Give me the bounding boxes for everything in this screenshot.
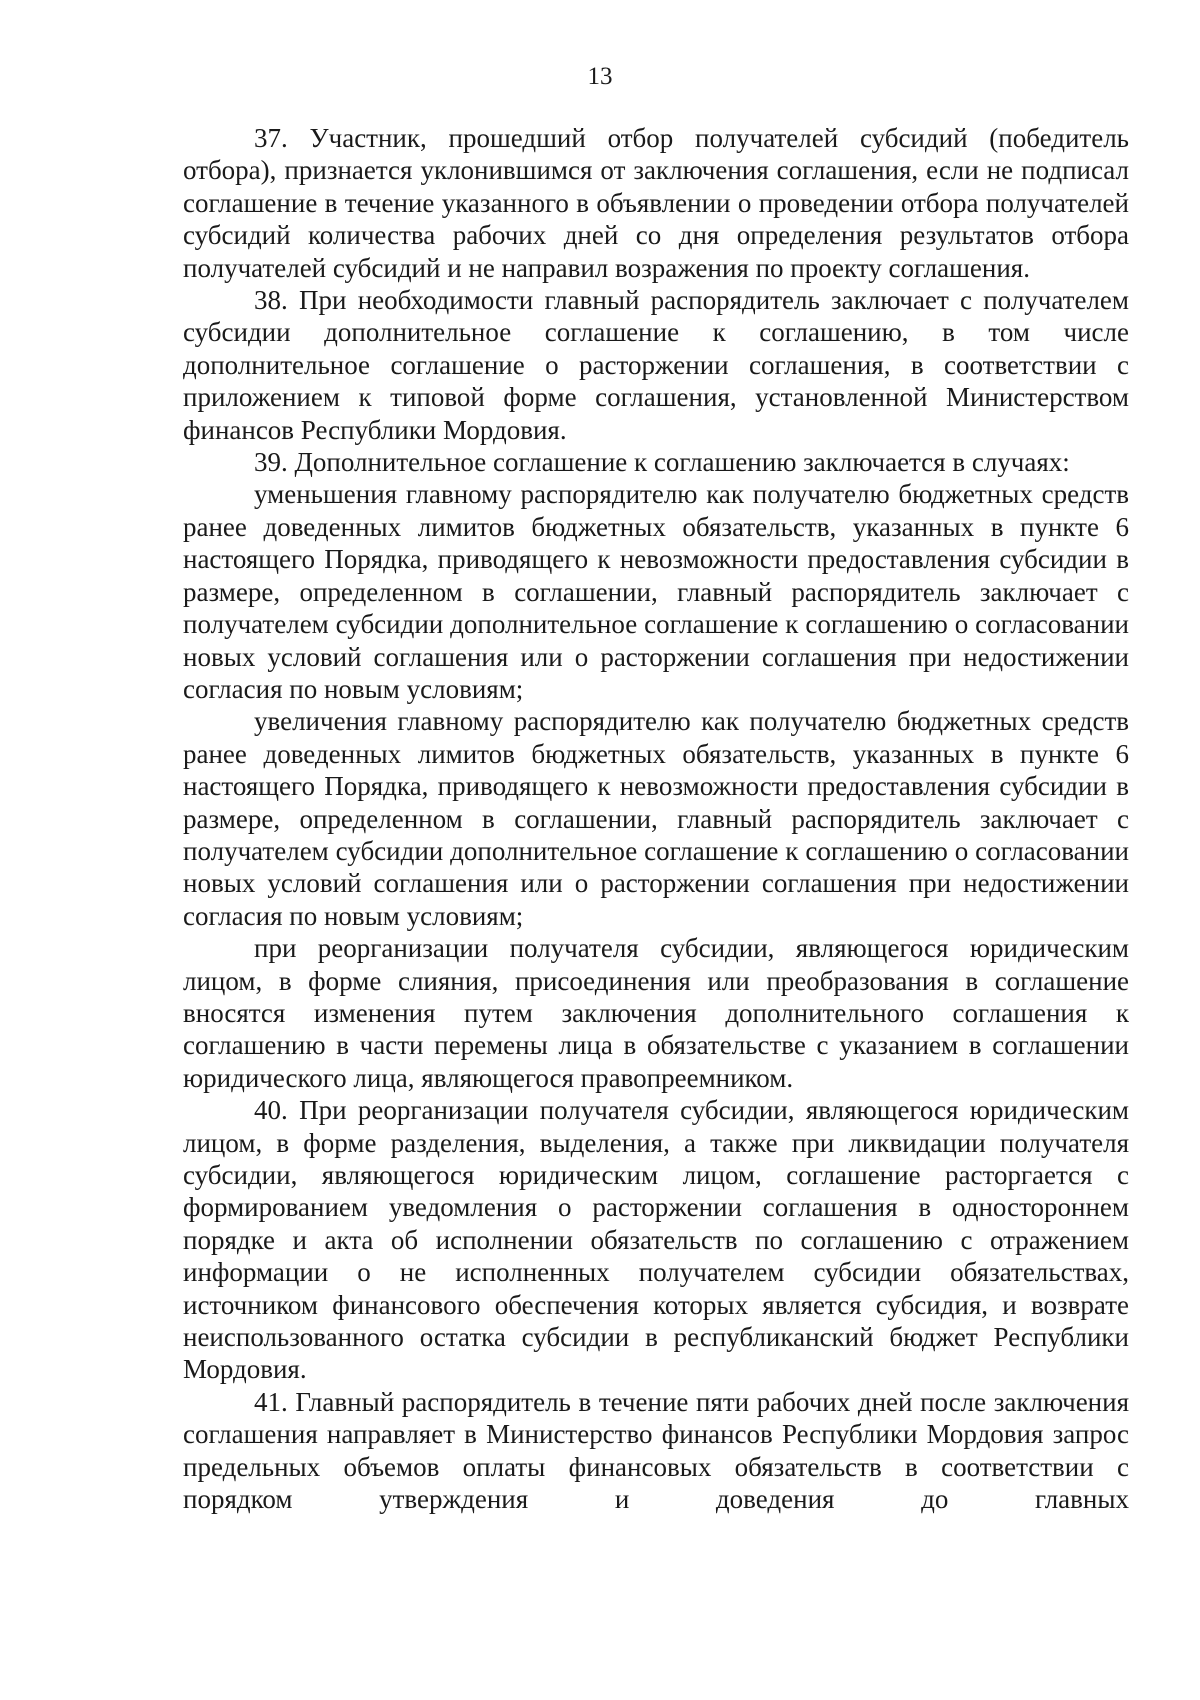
document-body [183,122,1129,1515]
paragraph-41: 41. Главный распорядитель в течение пяти рабочих дней после заключения соглашения направляет в Министерство финансов Республики Мордовия запрос предельных объемов оплаты финансовых обязательств в соответствии с порядком утверждения и доведения до главных [183,1386,1129,1515]
paragraph-38: 38. При необходимости главный распорядитель заключает с получателем субсидии дополнительное соглашение к соглашению, в том числе дополнительное соглашение о расторжении соглашения, в соответствии с приложением к типовой форме соглашения, установленной Министерством финансов Республики Мордовия. [183,285,1129,445]
page-number: 13 [587,63,613,90]
paragraph-39: 39. Дополнительное соглашение к соглашению заключается в случаях: [254,447,1070,478]
paragraph-37: 37. Участник, прошедший отбор получателей субсидий (победитель отбора), признается уклонившимся от заключения соглашения, если не подписал соглашение в течение указанного в объявлении о проведении отбора получателей субсидий количества рабочих дней со дня определения результатов отбора получателей субсидий и не направил возражения по проекту соглашения. [183,123,1129,283]
paragraph-40: 40. При реорганизации получателя субсидии, являющегося юридическим лицом, в форме разделения, выделения, а также при ликвидации получателя субсидии, являющегося юридическим лицом, соглашение расторгается с формированием уведомления о расторжении соглашения в одностороннем порядке и акта об исполнении обязательств по соглашению с отражением информации о не исполненных получателем субсидии обязательствах, источником финансового обеспечения которых является субсидия, и возврате неиспользованного остатка субсидии в республиканский бюджет Республики Мордовия. [183,1095,1129,1385]
paragraph-39-case-reorganization: при реорганизации получателя субсидии, являющегося юридическим лицом, в форме слияния, присоединения или преобразования в соглашение вносятся изменения путем заключения дополнительного соглашения к соглашению в части перемены лица в обязательстве с указанием в соглашении юридического лица, являющегося правопреемником. [183,933,1129,1093]
paragraph-39-case-increase: увеличения главному распорядителю как получателю бюджетных средств ранее доведенных лимитов бюджетных обязательств, указанных в пункте 6 настоящего Порядка, приводящего к невозможности предоставления субсидии в размере, определенном в соглашении, главный распорядитель заключает с получателем субсидии дополнительное соглашение к соглашению о согласовании новых условий соглашения или о расторжении соглашения при недостижении согласия по новым условиям; [183,706,1129,931]
paragraph-39-case-decrease: уменьшения главному распорядителю как получателю бюджетных средств ранее доведенных лимитов бюджетных обязательств, указанных в пункте 6 настоящего Порядка, приводящего к невозможности предоставления субсидии в размере, определенном в соглашении, главный распорядитель заключает с получателем субсидии дополнительное соглашение к соглашению о согласовании новых условий соглашения или о расторжении соглашения при недостижении согласия по новым условиям; [183,479,1129,704]
